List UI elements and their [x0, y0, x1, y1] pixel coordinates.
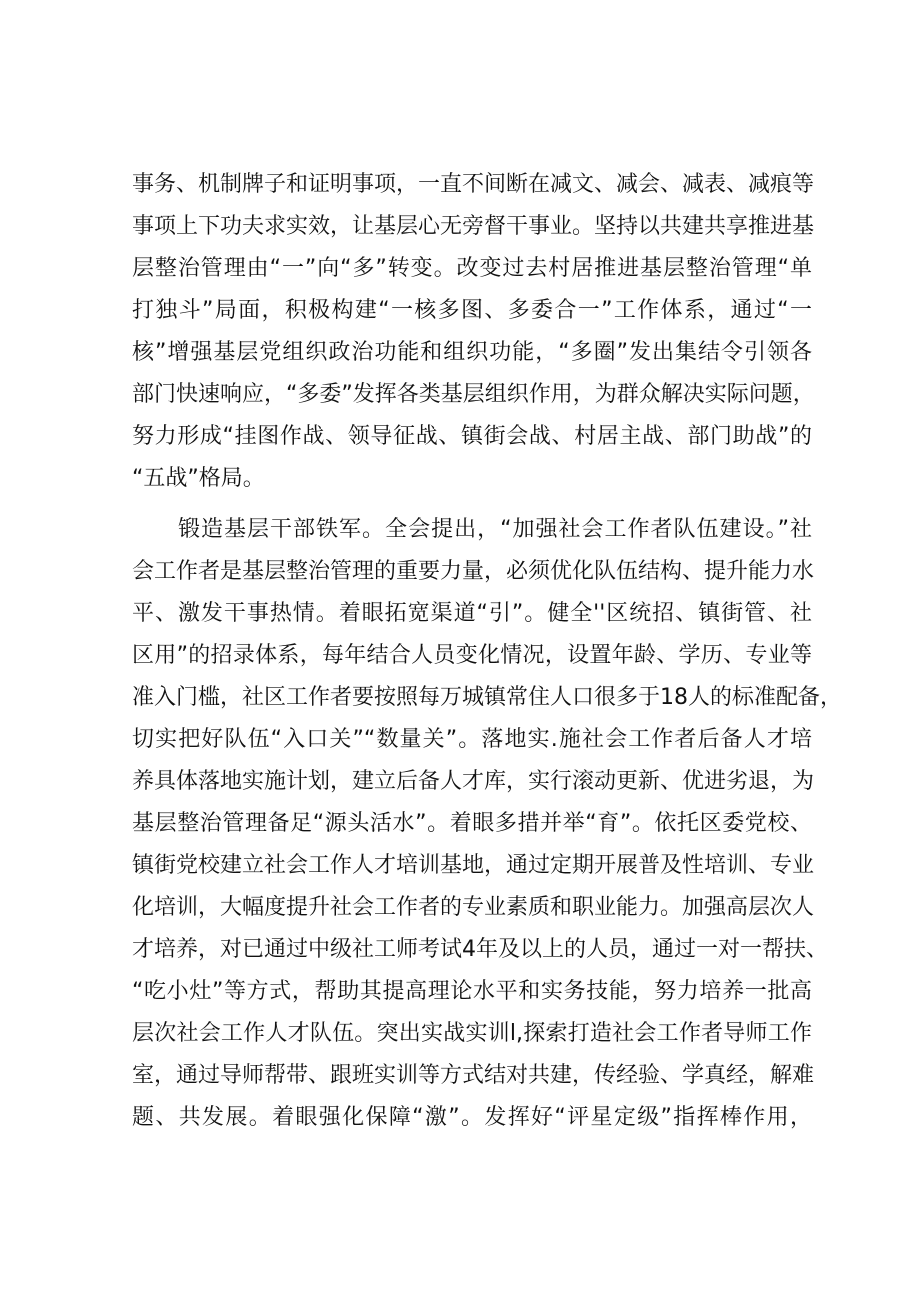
text-line: 区用”的招录体系，每年结合人员变化情况，设置年龄、学历、专业等 [132, 643, 812, 668]
text-line: 部门快速响应，“多委”发挥各类基层组织作用，为群众解决实际问题， [132, 382, 815, 407]
text-line: “吃小灶”等方式，帮助其提高理论水平和实务技能，努力培养一批高 [132, 979, 812, 1004]
text-line: 养具体落地实施计划，建立后备人才库，实行滚动更新、优进劣退，为 [132, 769, 815, 794]
text-line: 事项上下功夫求实效，让基层心无旁督干事业。坚持以共建共享推进基 [132, 214, 815, 239]
text-line: 平、激发干事热情。着眼拓宽渠道“引”。健全''区统招、镇街管、社 [132, 601, 812, 626]
text-line: 层次社会工作人才队伍。突出实战实训l,探索打造社会工作者导师工作 [132, 1021, 812, 1046]
text-line: 层整治管理由“一”向“多”转变。改变过去村居推进基层整治管理“单 [132, 256, 812, 281]
text-line: 题、共发展。着眼强化保障“激”。发挥好“评星定级”指挥棒作用， [132, 1105, 812, 1130]
text-line: 化培训，大幅度提升社会工作者的专业素质和职业能力。加强高层次人 [132, 895, 815, 920]
text-line: 事务、机制牌子和证明事项，一直不间断在减文、减会、减表、减痕等 [132, 172, 815, 197]
text-line: 会工作者是基层整治管理的重要力量，必须优化队伍结构、提升能力水 [132, 559, 815, 584]
text-line: “五战”格局。 [132, 466, 265, 491]
text-line: 室，通过导师帮带、跟班实训等方式结对共建，传经验、学真经，解难 [132, 1063, 815, 1088]
text-line: 才培养，对已通过中级社工师考试4年及以上的人员，通过一对一帮扶、 [132, 937, 828, 962]
text-line: 打独斗”局面，积极构建“一核多图、多委合一”工作体系，通过“一 [132, 298, 812, 323]
text-line: 镇街党校建立社会工作人才培训基地，通过定期开展普及性培训、专业 [132, 853, 815, 878]
text-line: 锻造基层干部铁军。全会提出，“加强社会工作者队伍建设。”社 [178, 517, 812, 542]
text-line: 准入门槛，社区工作者要按照每万城镇常住人口很多于18人的标准配备， [132, 685, 842, 710]
text-line: 核”增强基层党组织政治功能和组织功能，“多圈”发出集结令引领各 [132, 340, 812, 365]
text-line: 切实把好队伍“入口关”“数量关”。落地实.施社会工作者后备人才培 [132, 727, 812, 752]
text-line: 基层整治管理备足“源头活水”。着眼多措并举“育”。依托区委党校、 [132, 811, 812, 836]
text-line: 努力形成“挂图作战、领导征战、镇街会战、村居主战、部门助战”的 [132, 424, 812, 449]
